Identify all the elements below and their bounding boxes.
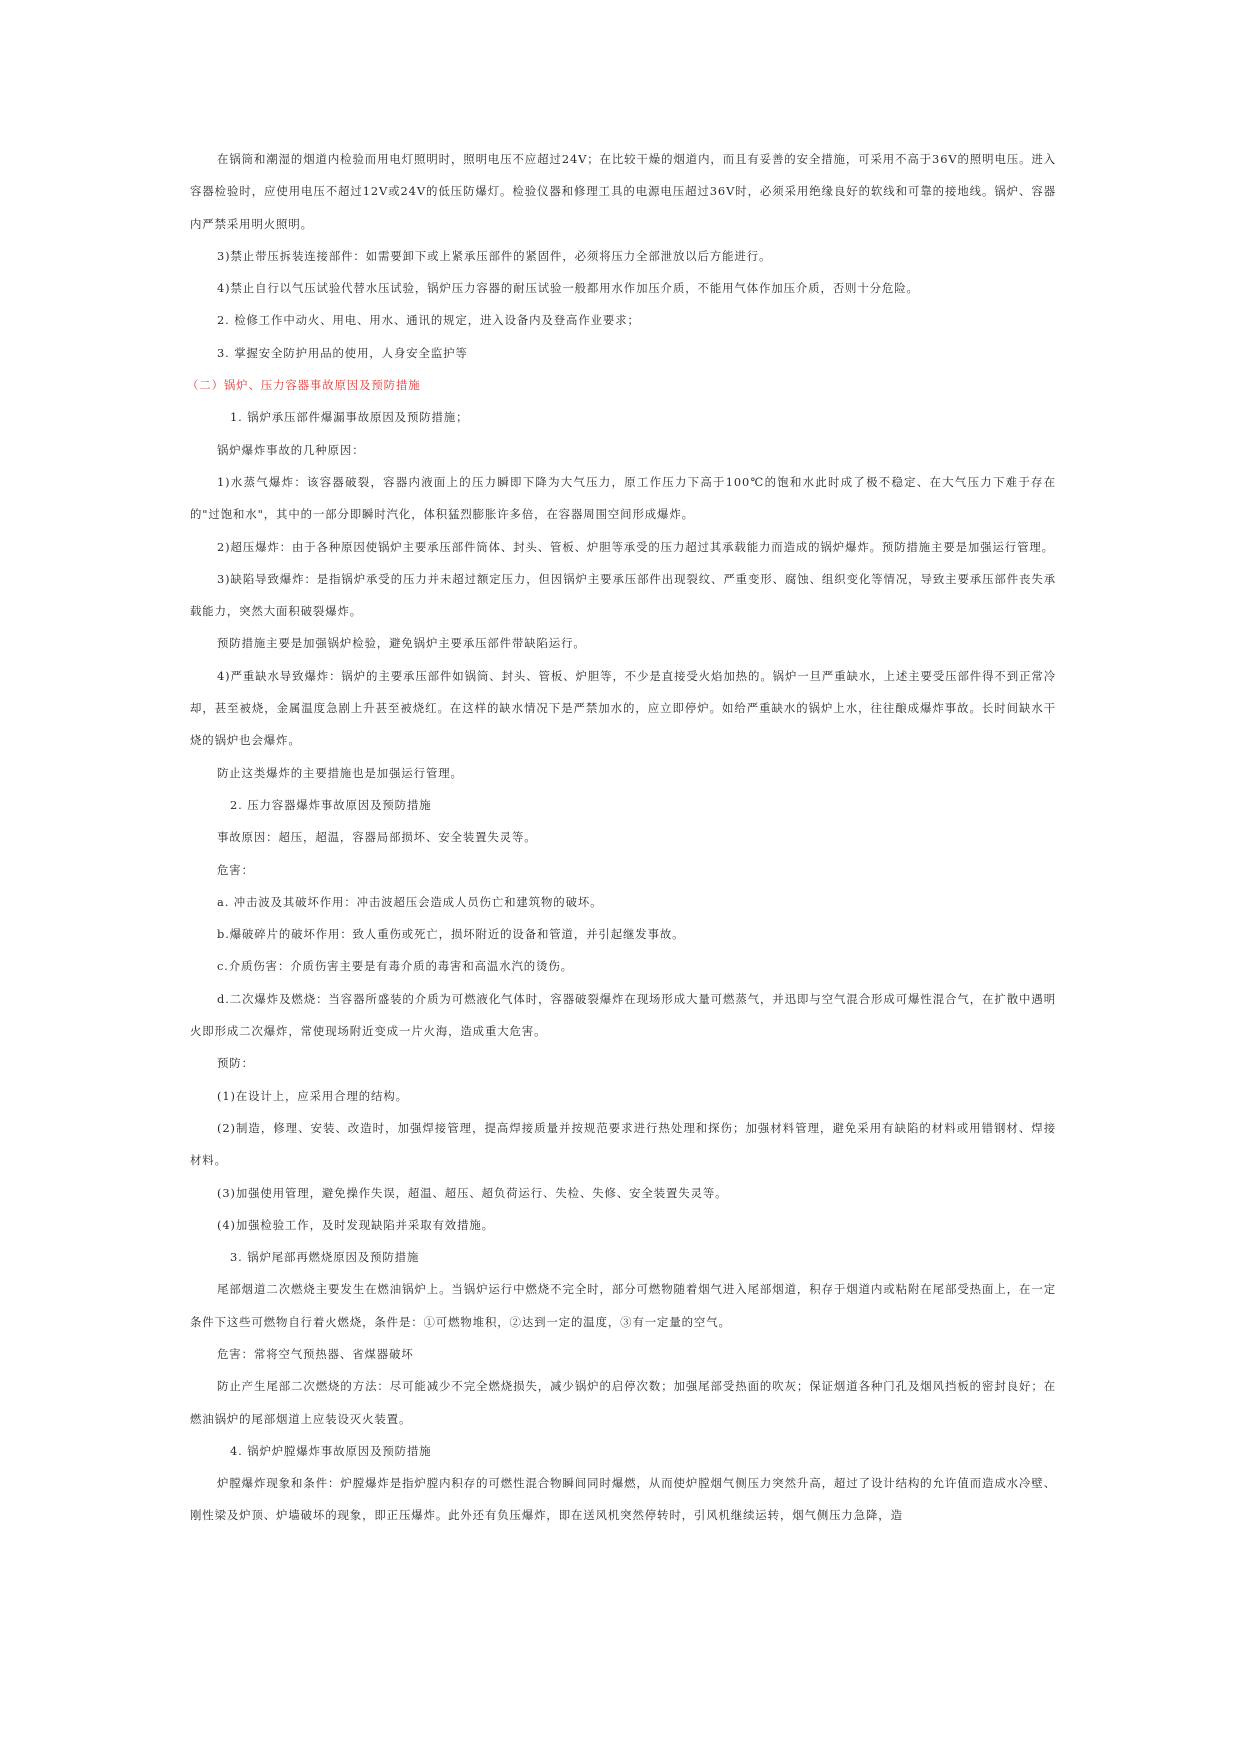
paragraph-hazard-a: a. 冲击波及其破坏作用：冲击波超压会造成人员伤亡和建筑物的破坏。 [217, 894, 603, 909]
section-heading: （二）锅炉、压力容器事故原因及预防措施 [187, 378, 421, 393]
paragraph-point-3: 3. 掌握安全防护用品的使用，人身安全监护等 [217, 345, 468, 360]
paragraph-hazard-c: c.介质伤害：介质伤害主要是有毒介质的毒害和高温水汽的烫伤。 [217, 959, 573, 974]
paragraph-prevention-4: (4)加强检验工作，及时发现缺陷并采取有效措施。 [217, 1217, 494, 1232]
paragraph-causes-intro: 锅炉爆炸事故的几种原因： [217, 442, 365, 457]
subheading-3: 3. 锅炉尾部再燃烧原因及预防措施 [230, 1250, 420, 1265]
paragraph-hazard-d: d.二次爆炸及燃烧：当容器所盛装的介质为可燃液化气体时，容器破裂爆炸在现场形成大量可燃蒸气，并迅即与空气混合形成可爆性混合气，在扩散中遇明火即形成二次爆炸，常使现场附近变成一片火海，造成重大危害。 [190, 991, 1056, 1039]
paragraph-hazards-label: 危害： [217, 862, 254, 877]
paragraph-defect-explosion: 3)缺陷导致爆炸：是指锅炉承受的压力并未超过额定压力，但因锅炉主要承压部件出现裂纹、严重变形、腐蚀、组织变化等情况，导致主要承压部件丧失承载能力，突然大面积破裂爆炸。 [190, 571, 1056, 619]
paragraph-furnace-explosion: 炉膛爆炸现象和条件：炉膛爆炸是指炉膛内积存的可燃性混合物瞬间同时爆燃，从而使炉膛烟气侧压力突然升高，超过了设计结构的允许值而造成水冷壁、刚性梁及炉顶、炉墙破坏的现象，即正压爆炸。此外还有负压爆炸，即在送风机突然停转时，引风机继续运转，烟气侧压力急降，造 [190, 1476, 1056, 1523]
paragraph-prevention-label: 预防： [217, 1056, 254, 1071]
subheading-4: 4. 锅炉炉膛爆炸事故原因及预防措施 [230, 1443, 432, 1458]
subheading-1: 1. 锅炉承压部件爆漏事故原因及预防措施； [230, 410, 469, 425]
paragraph-tail-prevention: 防止产生尾部二次燃烧的方法：尽可能减少不完全燃烧损失，减少锅炉的启停次数；加强尾部受热面的吹灰；保证烟道各种门孔及烟风挡板的密封良好；在燃油锅炉的尾部烟道上应装设灭火装置。 [190, 1379, 1056, 1426]
paragraph-tail-reburn: 尾部烟道二次燃烧主要发生在燃油锅炉上。当锅炉运行中燃烧不完全时，部分可燃物随着烟气进入尾部烟道，积存于烟道内或粘附在尾部受热面上，在一定条件下这些可燃物自行着火燃烧，条件是：①可燃物堆积，②达到一定的温度，③有一定量的空气。 [190, 1282, 1056, 1329]
paragraph-hazard-b: b.爆破碎片的破坏作用：致人重伤或死亡，损坏附近的设备和管道，并引起继发事故。 [217, 927, 685, 942]
paragraph-point-2: 2. 检修工作中动火、用电、用水、通讯的规定，进入设备内及登高作业要求； [217, 313, 640, 328]
paragraph-accident-causes: 事故原因：超压，超温，容器局部损坏、安全装置失灵等。 [217, 830, 537, 845]
paragraph-water-shortage-prevention: 防止这类爆炸的主要措施也是加强运行管理。 [217, 765, 463, 780]
document-page [187, 143, 1056, 1532]
paragraph-prevention-2: (2)制造，修理、安装、改造时，加强焊接管理，提高焊接质量并按规范要求进行热处理和探伤；加强材料管理，避免采用有缺陷的材料或用错钢材、焊接材料。 [190, 1120, 1056, 1168]
subheading-2: 2. 压力容器爆炸事故原因及预防措施 [230, 797, 432, 812]
paragraph-lighting-voltage: 在锅筒和潮湿的烟道内检验而用电灯照明时，照明电压不应超过24V；在比较干燥的烟道内，而且有妥善的安全措施，可采用不高于36V的照明电压。进入容器检验时，应使用电压不超过12V或24V的低压防爆灯。检验仪器和修理工具的电源电压超过36V时，必须采用绝缘良好的软线和可靠的接地线。锅炉、容器内严禁采用明火照明。 [190, 152, 1056, 231]
paragraph-item-4: 4)禁止自行以气压试验代替水压试验，锅炉压力容器的耐压试验一般都用水作加压介质，不能用气体作加压介质，否则十分危险。 [217, 281, 919, 296]
paragraph-defect-prevention: 预防措施主要是加强锅炉检验，避免锅炉主要承压部件带缺陷运行。 [217, 636, 586, 651]
paragraph-water-shortage: 4)严重缺水导致爆炸：锅炉的主要承压部件如锅筒、封头、管板、炉胆等，不少是直接受火焰加热的。锅炉一旦严重缺水，上述主要受压部件得不到正常冷却，甚至被烧，金属温度急剧上升甚至被烧红。在这样的缺水情况下是严禁加水的，应立即停炉。如给严重缺水的锅炉上水，往往酿成爆炸事故。长时间缺水干烧的锅炉也会爆炸。 [190, 668, 1056, 748]
paragraph-tail-hazard: 危害：常将空气预热器、省煤器破坏 [217, 1346, 414, 1361]
paragraph-prevention-1: (1)在设计上，应采用合理的结构。 [217, 1088, 408, 1103]
paragraph-steam-explosion: 1)水蒸气爆炸：该容器破裂，容器内液面上的压力瞬即下降为大气压力，原工作压力下高于100℃的饱和水此时成了极不稳定、在大气压力下难于存在的"过饱和水"，其中的一部分即瞬时汽化，体积猛烈膨胀许多倍，在容器周围空间形成爆炸。 [190, 474, 1056, 522]
paragraph-item-3: 3)禁止带压拆装连接部件：如需要卸下或上紧承压部件的紧固件，必须将压力全部泄放以后方能进行。 [217, 248, 772, 263]
paragraph-prevention-3: (3)加强使用管理，避免操作失误，超温、超压、超负荷运行、失检、失修、安全装置失灵等。 [217, 1185, 728, 1200]
paragraph-overpressure: 2)超压爆炸：由于各种原因使锅炉主要承压部件筒体、封头、管板、炉胆等承受的压力超过其承载能力而造成的锅炉爆炸。预防措施主要是加强运行管理。 [217, 539, 1054, 554]
